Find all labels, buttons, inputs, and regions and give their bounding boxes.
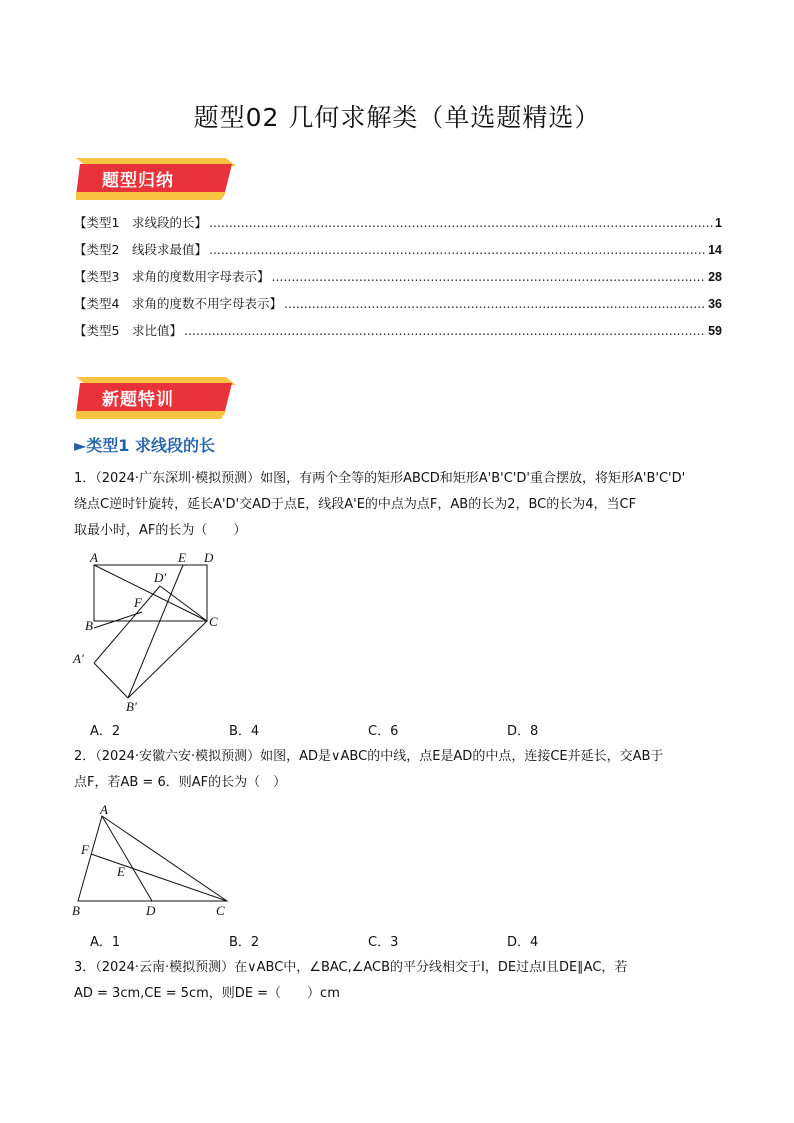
toc-leader xyxy=(209,215,713,230)
option-a[interactable]: A．1 xyxy=(90,935,121,950)
vertex-label: A xyxy=(100,802,108,817)
vertex-label: C xyxy=(216,903,225,918)
section-heading: ►类型1 求线段的长 xyxy=(74,436,216,455)
question-line: 绕点C逆时针旋转，延长A'D'交AD于点E，线段A'E的中点为点F，AB的长为2，BC的长为4，当CF xyxy=(74,497,637,512)
answer-options-q2 xyxy=(90,931,690,950)
toc-item[interactable] xyxy=(74,240,722,267)
toc-label: 【类型5 求比值】 xyxy=(74,323,182,338)
question-3 xyxy=(74,955,724,1007)
question-line: 3．（2024·云南·模拟预测）在∨ABC中，∠BAC,∠ACB的平分线相交于I，DE过点I且DE∥AC，若 xyxy=(74,960,628,975)
banner-label: 新题特训 xyxy=(102,390,174,410)
option-d[interactable]: D．8 xyxy=(507,724,539,739)
vertex-label: D xyxy=(204,550,214,565)
option-c[interactable]: C．3 xyxy=(368,935,399,950)
banner-label: 题型归纳 xyxy=(102,171,174,191)
option-d[interactable]: D．4 xyxy=(507,935,539,950)
toc-page: 36 xyxy=(708,297,722,311)
question-line: 2．（2024·安徽六安·模拟预测）如图，AD是∨ABC的中线，点E是AD的中点，连接CE并延长，交AB于 xyxy=(74,749,664,764)
toc-item[interactable] xyxy=(74,267,722,294)
toc-item[interactable] xyxy=(74,294,722,321)
toc-page: 59 xyxy=(708,324,722,338)
toc-leader xyxy=(209,242,706,257)
toc-item[interactable] xyxy=(74,213,722,240)
vertex-label: F xyxy=(81,842,89,857)
vertex-label: B xyxy=(85,618,93,633)
vertex-label: F xyxy=(134,595,142,610)
page-title: 题型02 几何求解类（单选题精选） xyxy=(193,103,601,132)
vertex-label: E xyxy=(117,864,125,879)
table-of-contents xyxy=(74,213,722,348)
toc-label: 【类型1 求线段的长】 xyxy=(74,215,207,230)
toc-page: 14 xyxy=(708,243,722,257)
vertex-label: B′ xyxy=(126,699,137,714)
vertex-label: E xyxy=(178,550,186,565)
vertex-label: C xyxy=(209,614,218,629)
vertex-label: A xyxy=(90,550,98,565)
question-2 xyxy=(74,744,724,796)
answer-options-q1 xyxy=(90,720,690,739)
toc-leader xyxy=(284,296,706,311)
toc-leader xyxy=(184,323,706,338)
question-line: 取最小时，AF的长为（ ） xyxy=(74,523,247,538)
toc-page: 28 xyxy=(708,270,722,284)
figure-q1 xyxy=(70,548,230,718)
option-c[interactable]: C．6 xyxy=(368,724,399,739)
option-a[interactable]: A．2 xyxy=(90,724,121,739)
toc-label: 【类型4 求角的度数不用字母表示】 xyxy=(74,296,282,311)
vertex-label: A′ xyxy=(73,651,84,666)
figure-q2 xyxy=(70,802,240,922)
toc-label: 【类型2 线段求最值】 xyxy=(74,242,207,257)
section-banner-practice xyxy=(76,377,236,419)
toc-label: 【类型3 求角的度数用字母表示】 xyxy=(74,269,270,284)
toc-leader xyxy=(271,269,706,284)
question-line: 点F，若AB = 6．则AF的长为（ ） xyxy=(74,775,287,790)
question-line: AD = 3cm,CE = 5cm，则DE =（ ）cm xyxy=(74,986,340,1001)
vertex-label: B xyxy=(72,903,80,918)
option-b[interactable]: B．2 xyxy=(229,935,260,950)
vertex-label: D xyxy=(146,903,156,918)
toc-page: 1 xyxy=(715,216,722,230)
question-line: 1．（2024·广东深圳·模拟预测）如图，有两个全等的矩形ABCD和矩形A'B'C'D'重合摆放，将矩形A'B'C'D' xyxy=(74,471,686,486)
question-1 xyxy=(74,466,724,544)
vertex-label: D′ xyxy=(154,570,167,585)
section-banner-summary xyxy=(76,158,236,200)
toc-item[interactable] xyxy=(74,321,722,348)
option-b[interactable]: B．4 xyxy=(229,724,260,739)
